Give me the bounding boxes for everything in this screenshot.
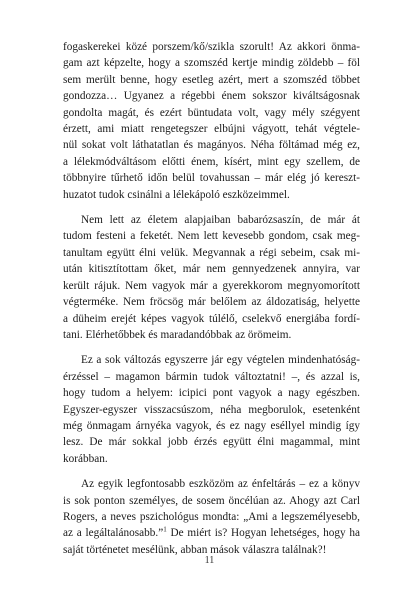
paragraph-4 [63, 476, 360, 558]
text-line: huzatot tudok csinálni a lélekápoló eszközeimmel. [63, 188, 290, 201]
text-line: Egyszer-egyszer visszacsúszom, néha megborulok, esetenként [63, 403, 360, 416]
text-line: Az egyik legfontosabb eszközöm az énfeltárás – ez a könyv [81, 478, 360, 491]
text-line: saját történetet mesélünk, abban mások válaszra találnak?! [63, 543, 327, 556]
text-fragment: az a legáltalánosabb.” [63, 527, 164, 540]
text-line: többnyire tűrhető időn belül tovahussan – már elég jó kereszt- [63, 172, 360, 185]
page-number: 11 [204, 555, 215, 566]
text-line: érzett, ami miatt rengetegszer elbújni vágyott, tehát végtele- [63, 123, 360, 136]
text-line: Ez a sok változás egyszerre jár egy végtelen mindenhatóság- [81, 354, 360, 367]
text-line: végterméke. Nem fröcsög már belőlem az áldozatiság, helyette [63, 296, 360, 309]
paragraph-2 [63, 212, 360, 343]
paragraph-1 [63, 39, 360, 203]
text-line: tani. Elérhetőbbek és maradandóbbak az örömeim. [63, 328, 292, 341]
text-line: tudom festeni a feketét. Nem lett kevesebb gondom, csak meg- [63, 230, 360, 243]
footnote-marker: 1 [163, 525, 167, 534]
text-line: gam azt képzelte, hogy a szomszéd kertje mindig zöldebb – föl [63, 57, 360, 70]
text-line: a lélekmódváltásom előtti énem, kísért, mint egy szellem, de [63, 155, 360, 168]
text-line: Nem lett az életem alapjaiban babarózsaszín, de már át [81, 214, 360, 227]
text-line: lesz. De már sokkal jobb érzés együtt élni magammal, mint [63, 436, 360, 449]
text-line: gondolta magát, és ezért büntudata volt, vagy mély szégyent [63, 106, 360, 119]
text-fragment: De miért is? Hogyan lehetséges, hogy ha [166, 527, 360, 540]
text-line: fogaskerekei közé porszem/kő/szikla szorult! Az akkori önma- [63, 41, 360, 53]
text-line: tanultam együtt élni velük. Megvannak a régi sebeim, csak mi- [63, 246, 360, 259]
text-line: a düheim erejét képes vagyok túlélő, cselekvő energiába fordí- [63, 312, 360, 325]
text-line: után kitisztítottam őket, már nem gennyedzenek annyira, var [63, 263, 360, 276]
text-line: sem merült benne, hogy esetleg azért, mert a szomszéd többet [63, 73, 360, 86]
text-line: gondozza… Ugyanez a régebbi énem sokszor kiváltságosnak [63, 90, 360, 103]
paragraph-3 [63, 352, 360, 467]
body-text [63, 39, 360, 558]
text-line: érzéssel – magamon bármin tudok változtatni! –, és azzal is, [63, 370, 360, 383]
text-line: korábban. [63, 452, 108, 465]
text-line: került rájuk. Nem vagyok már a gyerekkorom megnyomorított [63, 279, 360, 292]
text-line-with-footnote [63, 525, 360, 541]
text-line: is sok ponton személyes, de sosem öncélúan az. Ahogy azt Carl [63, 494, 360, 507]
text-line: Rogers, a neves pszichológus mondta: „Ami a legszemélyesebb, [63, 510, 360, 523]
text-line: nül sokat volt láthatatlan és magányos. Néha föltámad még ez, [63, 139, 360, 152]
text-line: hogy tudom a helyem: icipici pont vagyok a nagy egészben. [63, 387, 360, 400]
text-line: még önmagam árnyéka vagyok, és ez nagy eséllyel mindig így [63, 419, 360, 432]
